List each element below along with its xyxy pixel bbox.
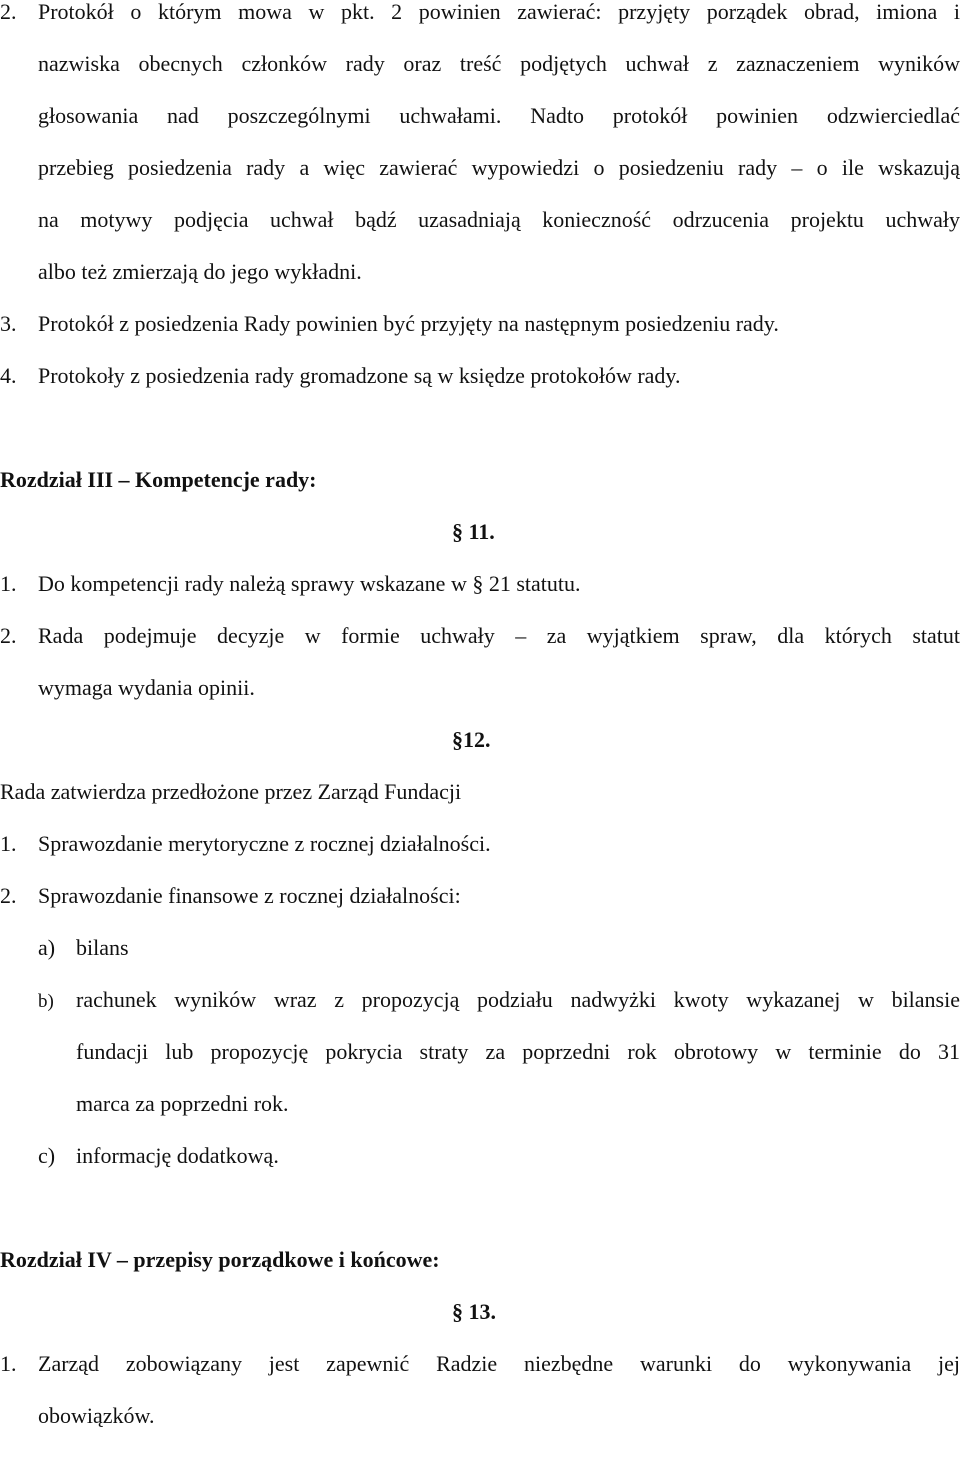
section-12-item-1-number: 1.	[0, 831, 17, 856]
subitem-c-text: informację dodatkową.	[76, 1143, 279, 1168]
subitem-b-text-3: marca za poprzedni rok.	[76, 1091, 289, 1116]
section-12-item-2	[0, 870, 960, 922]
subitem-a-label: a)	[38, 935, 56, 960]
section-12-item-2-number: 2.	[0, 883, 17, 908]
paragraph-2-text-1: Protokół o którym mowa w pkt. 2 powinien zawierać: przyjęty porządek obrad, imiona i	[38, 0, 960, 24]
section-12-item-1-text: Sprawozdanie merytoryczne z rocznej działalności.	[38, 831, 491, 856]
subitem-b-label: b)	[38, 991, 54, 1012]
chapter-3-item-2-text-1: Rada podejmuje decyzje w formie uchwały – za wyjątkiem spraw, dla których statut	[38, 623, 960, 648]
section-12-heading: §12.	[452, 727, 491, 752]
paragraph-2-number: 2.	[0, 0, 17, 24]
section-11-heading: § 11.	[452, 519, 495, 544]
paragraph-2-text-5: na motywy podjęcia uchwał bądź uzasadniają konieczność odrzucenia projektu uchwały	[38, 207, 960, 232]
subitem-b	[0, 974, 960, 1026]
section-13-heading: § 13.	[452, 1299, 496, 1324]
paragraph-2-line-1	[0, 0, 960, 38]
chapter-3-item-2-text-2: wymaga wydania opinii.	[38, 675, 255, 700]
paragraph-4	[0, 350, 960, 402]
spacer	[0, 1182, 960, 1234]
subitem-a-text: bilans	[76, 935, 129, 960]
paragraph-2-text-2: nazwiska obecnych członków rady oraz treść podjętych uchwał z zaznaczeniem wyników	[38, 51, 960, 76]
paragraph-2-text-6: albo też zmierzają do jego wykładni.	[38, 259, 362, 284]
paragraph-2-text-3: głosowania nad poszczególnymi uchwałami. Nadto protokół powinien odzwierciedlać	[38, 103, 960, 128]
chapter-3-item-2	[0, 610, 960, 662]
spacer	[0, 402, 960, 454]
chapter-3-title: Rozdział III – Kompetencje rady:	[0, 467, 317, 492]
section-12-item-1	[0, 818, 960, 870]
paragraph-4-number: 4.	[0, 363, 17, 388]
chapter-4-item-1-number: 1.	[0, 1351, 17, 1376]
chapter-3-item-2-number: 2.	[0, 623, 17, 648]
paragraph-3	[0, 298, 960, 350]
chapter-3-item-1	[0, 558, 960, 610]
paragraph-3-number: 3.	[0, 311, 17, 336]
subitem-b-text-1: rachunek wyników wraz z propozycją podziału nadwyżki kwoty wykazanej w bilansie	[76, 987, 960, 1012]
section-12-intro: Rada zatwierdza przedłożone przez Zarząd Fundacji	[0, 779, 462, 804]
chapter-3-item-1-text: Do kompetencji rady należą sprawy wskazane w § 21 statutu.	[38, 571, 581, 596]
chapter-4-title: Rozdział IV – przepisy porządkowe i końcowe:	[0, 1247, 440, 1272]
paragraph-3-text: Protokół z posiedzenia Rady powinien być przyjęty na następnym posiedzeniu rady.	[38, 311, 779, 336]
subitem-a	[0, 922, 960, 974]
chapter-4-item-1	[0, 1338, 960, 1390]
chapter-3-item-1-number: 1.	[0, 571, 17, 596]
subitem-b-text-2: fundacji lub propozycję pokrycia straty za poprzedni rok obrotowy w terminie do 31	[76, 1039, 960, 1064]
paragraph-2-text-4: przebieg posiedzenia rady a więc zawierać wypowiedzi o posiedzeniu rady – o ile wskazują	[38, 155, 960, 180]
chapter-4-item-1-text-1: Zarząd zobowiązany jest zapewnić Radzie niezbędne warunki do wykonywania jej	[38, 1351, 960, 1376]
subitem-c-label: c)	[38, 1143, 56, 1168]
subitem-c	[0, 1130, 960, 1182]
paragraph-4-text: Protokoły z posiedzenia rady gromadzone są w księdze protokołów rady.	[38, 363, 681, 388]
chapter-4-item-1-text-2: obowiązków.	[38, 1403, 155, 1428]
section-12-item-2-text: Sprawozdanie finansowe z rocznej działalności:	[38, 883, 461, 908]
